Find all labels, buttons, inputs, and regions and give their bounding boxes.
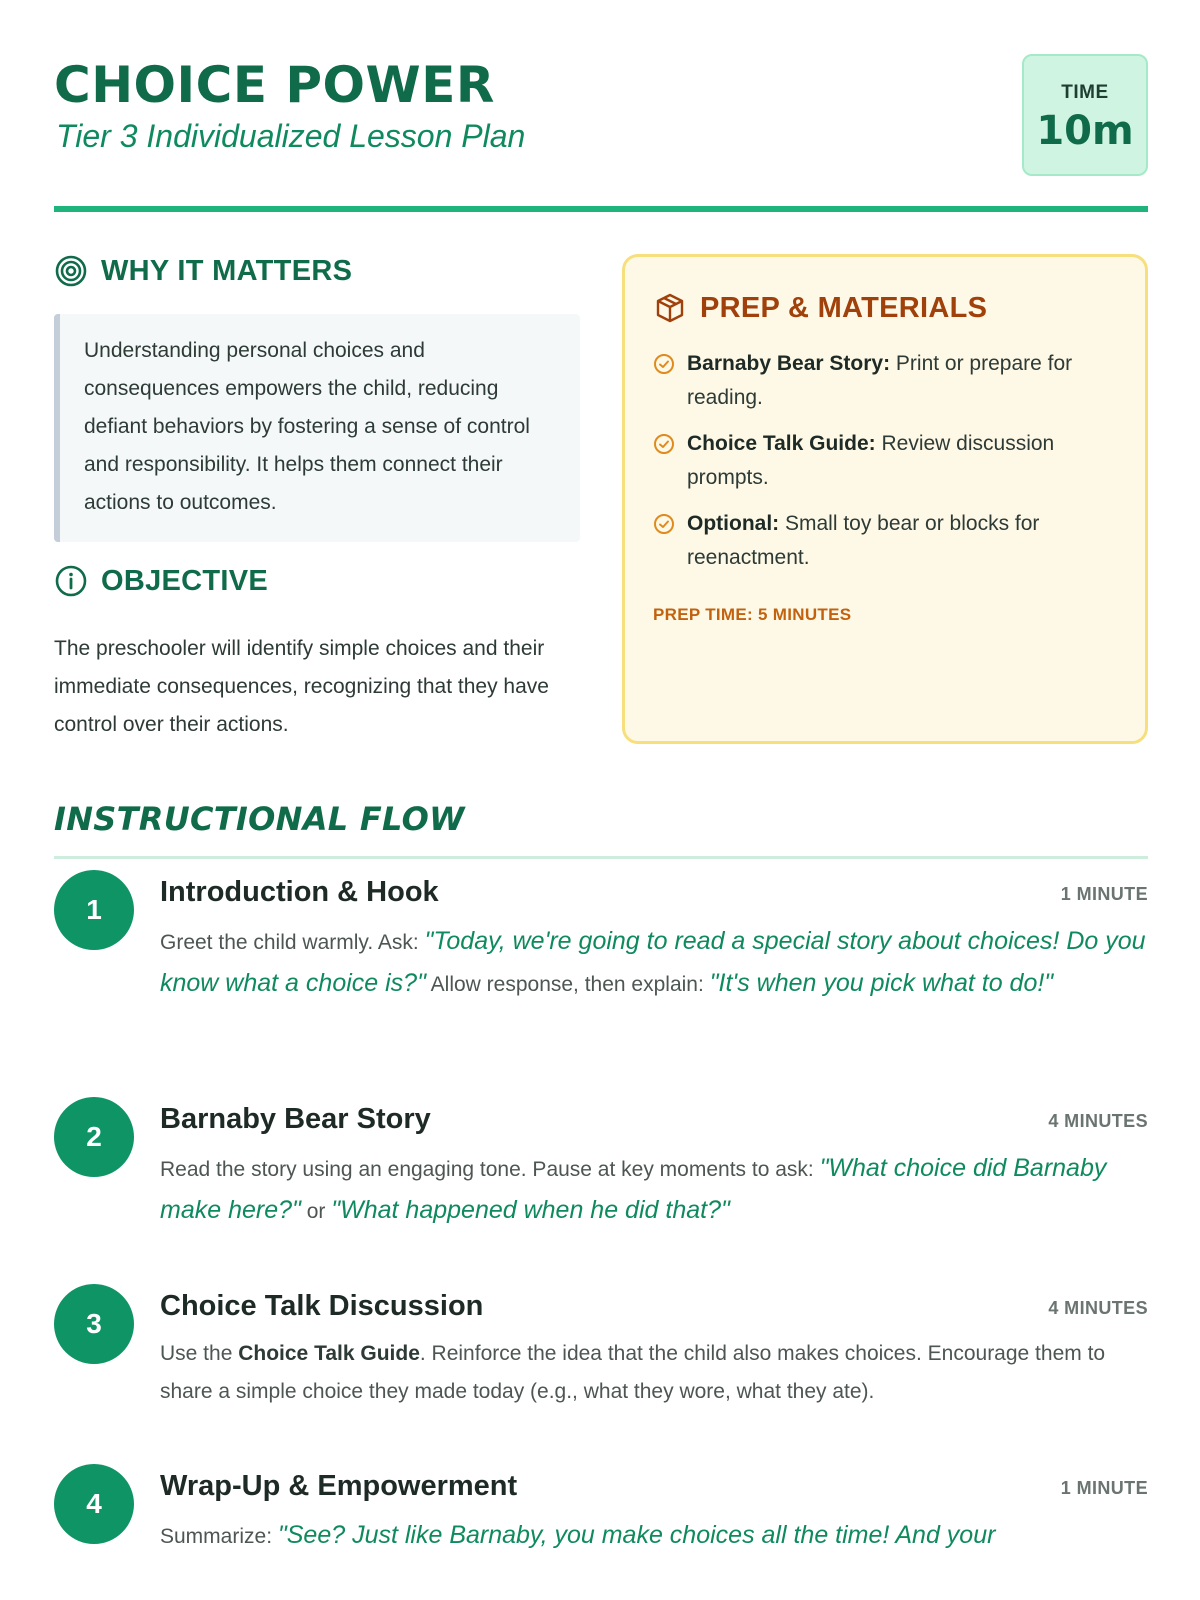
step-content — [160, 1284, 1148, 1411]
prep-materials-card — [622, 254, 1148, 744]
objective-heading-text: OBJECTIVE — [101, 564, 269, 597]
step-emphasis: Choice Talk Guide — [238, 1342, 420, 1365]
page-subtitle: Tier 3 Individualized Lesson Plan — [56, 118, 526, 154]
step-quote: "What happened when he did that?" — [331, 1196, 730, 1224]
flow-heading: INSTRUCTIONAL FLOW — [54, 800, 465, 838]
step-title: Choice Talk Discussion — [160, 1290, 484, 1322]
check-circle-icon — [653, 353, 675, 375]
lesson-header — [54, 52, 1148, 182]
package-icon — [653, 291, 687, 325]
prep-time: PREP TIME: 5 MINUTES — [653, 605, 852, 624]
time-label: TIME — [1061, 82, 1109, 103]
step-description — [160, 921, 1148, 1005]
time-value: 10m — [1036, 108, 1134, 154]
flow-divider — [54, 856, 1148, 859]
step-text: Greet the child warmly. Ask: — [160, 931, 425, 954]
step-text: Summarize: — [160, 1525, 278, 1548]
material-label: Barnaby Bear Story: — [687, 352, 891, 375]
materials-list — [653, 347, 1113, 587]
step-duration: 1 MINUTE — [1060, 1478, 1148, 1498]
step-text: Use the — [160, 1342, 239, 1365]
material-text: Print or prepare for reading. — [687, 352, 1073, 409]
page-title: CHOICE POWER — [54, 56, 495, 114]
why-text: Understanding personal choices and consequences empowers the child, reducing defiant behaviors by fostering a sense of control and responsibility. It helps them connect their actions to outcomes. — [54, 314, 580, 542]
why-heading — [54, 254, 352, 288]
step-quote: "It's when you pick what to do!" — [709, 969, 1054, 997]
time-badge — [1022, 54, 1148, 176]
prep-heading — [653, 291, 987, 325]
step-text: Read the story using an engaging tone. Pause at key moments to ask: — [160, 1158, 820, 1181]
step-title: Wrap-Up & Empowerment — [160, 1470, 518, 1502]
step-number: 2 — [54, 1097, 134, 1177]
step-quote: "What choice did Barnaby make here?" — [160, 1154, 1107, 1224]
step-duration: 4 MINUTES — [1048, 1111, 1148, 1131]
check-circle-icon — [653, 433, 675, 455]
step-number: 3 — [54, 1284, 134, 1364]
step-description — [160, 1515, 1148, 1557]
step-quote: "See? Just like Barnaby, you make choices all the time! And your — [277, 1521, 996, 1549]
step-number: 1 — [54, 870, 134, 950]
step-title: Introduction & Hook — [160, 876, 439, 908]
material-text: Review discussion prompts. — [687, 432, 1055, 489]
target-icon — [54, 254, 88, 288]
material-item — [653, 427, 1113, 495]
material-text: Small toy bear or blocks for reenactment. — [687, 512, 1040, 569]
step-description — [160, 1335, 1148, 1411]
check-circle-icon — [653, 513, 675, 535]
step-text: . Reinforce the idea that the child also makes choices. Encourage them to share a simple choice they made today (e.g., what they wore, what they ate). — [160, 1342, 1106, 1403]
material-label: Optional: — [687, 512, 780, 535]
objective-heading — [54, 564, 268, 598]
material-item — [653, 507, 1113, 575]
info-icon — [54, 564, 88, 598]
step-description — [160, 1148, 1148, 1232]
material-item — [653, 347, 1113, 415]
objective-text: The preschooler will identify simple choices and their immediate consequences, recognizing that they have control over their actions. — [54, 637, 549, 736]
step-text: or — [300, 1200, 332, 1223]
material-label: Choice Talk Guide: — [687, 432, 876, 455]
step-title: Barnaby Bear Story — [160, 1103, 431, 1135]
step-quote: "Today, we're going to read a special story about choices! Do you know what a choice is?" — [160, 927, 1146, 997]
step-content — [160, 1464, 1148, 1557]
prep-heading-text: PREP & MATERIALS — [700, 291, 988, 324]
step-content — [160, 1097, 1148, 1232]
header-divider — [54, 206, 1148, 212]
why-heading-text: WHY IT MATTERS — [101, 254, 353, 287]
step-number: 4 — [54, 1464, 134, 1544]
step-content — [160, 870, 1148, 1005]
step-duration: 4 MINUTES — [1048, 1298, 1148, 1318]
step-duration: 1 MINUTE — [1060, 884, 1148, 904]
step-text: Allow response, then explain: — [425, 973, 710, 996]
